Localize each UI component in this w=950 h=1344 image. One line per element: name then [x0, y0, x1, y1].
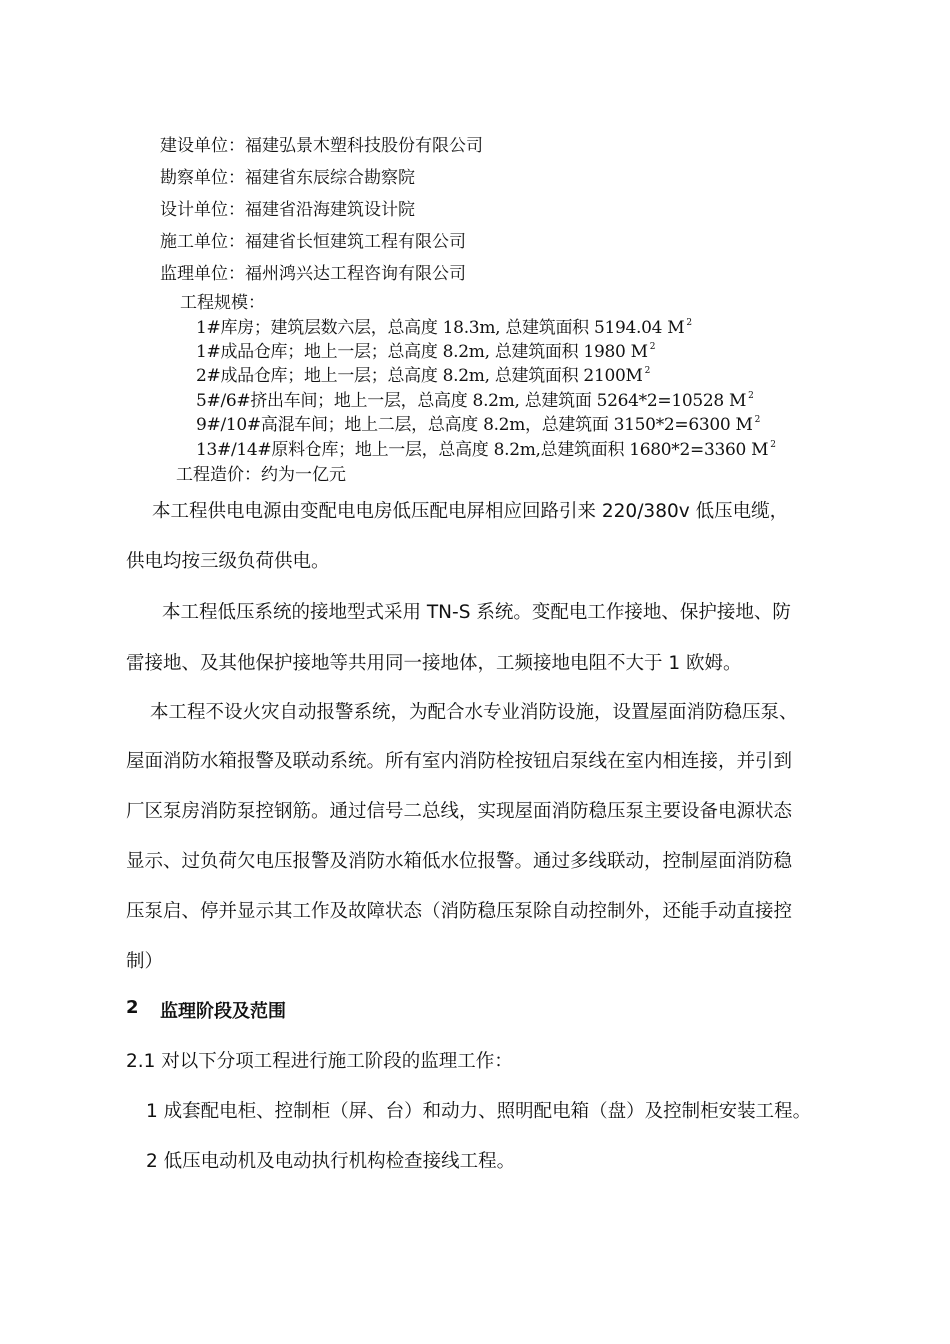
paragraph-line: 显示、过负荷欠电压报警及消防水箱低水位报警。通过多线联动，控制屋面消防稳	[126, 851, 793, 872]
unit-line-design	[160, 195, 415, 220]
paragraph-line: 制）	[126, 951, 164, 972]
superscript: 2	[649, 342, 656, 352]
paragraph-line: 屋面消防水箱报警及联动系统。所有室内消防栓按钮启泵线在室内相连接，并引到	[126, 751, 793, 772]
unit-label: 勘察单位：	[160, 168, 245, 188]
scale-item-text: 5#/6#挤出车间；地上一层，总高度 8.2m, 总建筑面 5264*2=10528 M	[196, 391, 747, 411]
scale-item-text: 1#成品仓库；地上一层；总高度 8.2m, 总建筑面积 1980 M	[196, 342, 648, 362]
superscript: 2	[748, 391, 754, 401]
scale-item-text: 1#库房；建筑层数六层，总高度 18.3m, 总建筑面积 5194.04 M	[196, 318, 685, 338]
scale-item	[196, 386, 754, 411]
project-cost: 工程造价：约为一亿元	[176, 465, 346, 485]
paragraph-line: 供电均按三级负荷供电。	[126, 551, 330, 572]
superscript: 2	[644, 366, 651, 376]
unit-label: 施工单位：	[160, 232, 245, 252]
paragraph-line: 压泵启、停并显示其工作及故障状态（消防稳压泵除自动控制外，还能手动直接控	[126, 901, 793, 922]
scale-item	[196, 410, 760, 435]
scale-item-text: 2#成品仓库；地上一层；总高度 8.2m, 总建筑面积 2100M	[196, 366, 643, 386]
unit-line-construction	[160, 131, 483, 156]
section-title: 监理阶段及范围	[160, 1001, 286, 1022]
unit-label: 设计单位：	[160, 200, 245, 220]
scale-item	[196, 361, 650, 386]
superscript: 2	[754, 415, 761, 425]
paragraph-line: 雷接地、及其他保护接地等共用同一接地体，工频接地电阻不大于 1 欧姆。	[126, 653, 742, 674]
section-number: 2	[126, 997, 139, 1018]
scale-item	[196, 337, 655, 362]
unit-value: 福建省长恒建筑工程有限公司	[245, 232, 466, 252]
paragraph-line: 本工程供电电源由变配电电房低压配电屏相应回路引来 220/380v 低压电缆，	[152, 501, 789, 522]
superscript: 2	[770, 440, 776, 450]
sub-heading: 2.1 对以下分项工程进行施工阶段的监理工作：	[126, 1051, 513, 1072]
unit-line-survey	[160, 163, 415, 188]
unit-line-contractor	[160, 227, 466, 252]
scale-item-text: 13#/14#原料仓库；地上一层，总高度 8.2m,总建筑面积 1680*2=3360 M	[196, 440, 769, 460]
scale-item	[196, 313, 692, 338]
scale-item	[196, 435, 776, 460]
list-item: 2 低压电动机及电动执行机构检查接线工程。	[146, 1151, 516, 1172]
superscript: 2	[686, 318, 692, 328]
list-item: 1 成套配电柜、控制柜（屏、台）和动力、照明配电箱（盘）及控制柜安装工程。	[146, 1101, 812, 1122]
unit-line-supervisor	[160, 259, 466, 284]
scale-item-text: 9#/10#高混车间；地上二层，总高度 8.2m，总建筑面 3150*2=6300 M	[196, 415, 753, 435]
unit-value: 福建省沿海建筑设计院	[245, 200, 415, 220]
unit-label: 建设单位：	[160, 136, 245, 156]
unit-value: 福建弘景木塑科技股份有限公司	[245, 136, 483, 156]
unit-value: 福建省东辰综合勘察院	[245, 168, 415, 188]
paragraph-line: 厂区泵房消防泵控钢筋。通过信号二总线，实现屋面消防稳压泵主要设备电源状态	[126, 801, 793, 822]
paragraph-line: 本工程不设火灾自动报警系统，为配合水专业消防设施，设置屋面消防稳压泵、	[150, 702, 798, 723]
scale-title: 工程规模：	[180, 293, 265, 313]
paragraph-line: 本工程低压系统的接地型式采用 TN-S 系统。变配电工作接地、保护接地、防	[162, 602, 791, 623]
unit-label: 监理单位：	[160, 264, 245, 284]
unit-value: 福州鸿兴达工程咨询有限公司	[245, 264, 466, 284]
